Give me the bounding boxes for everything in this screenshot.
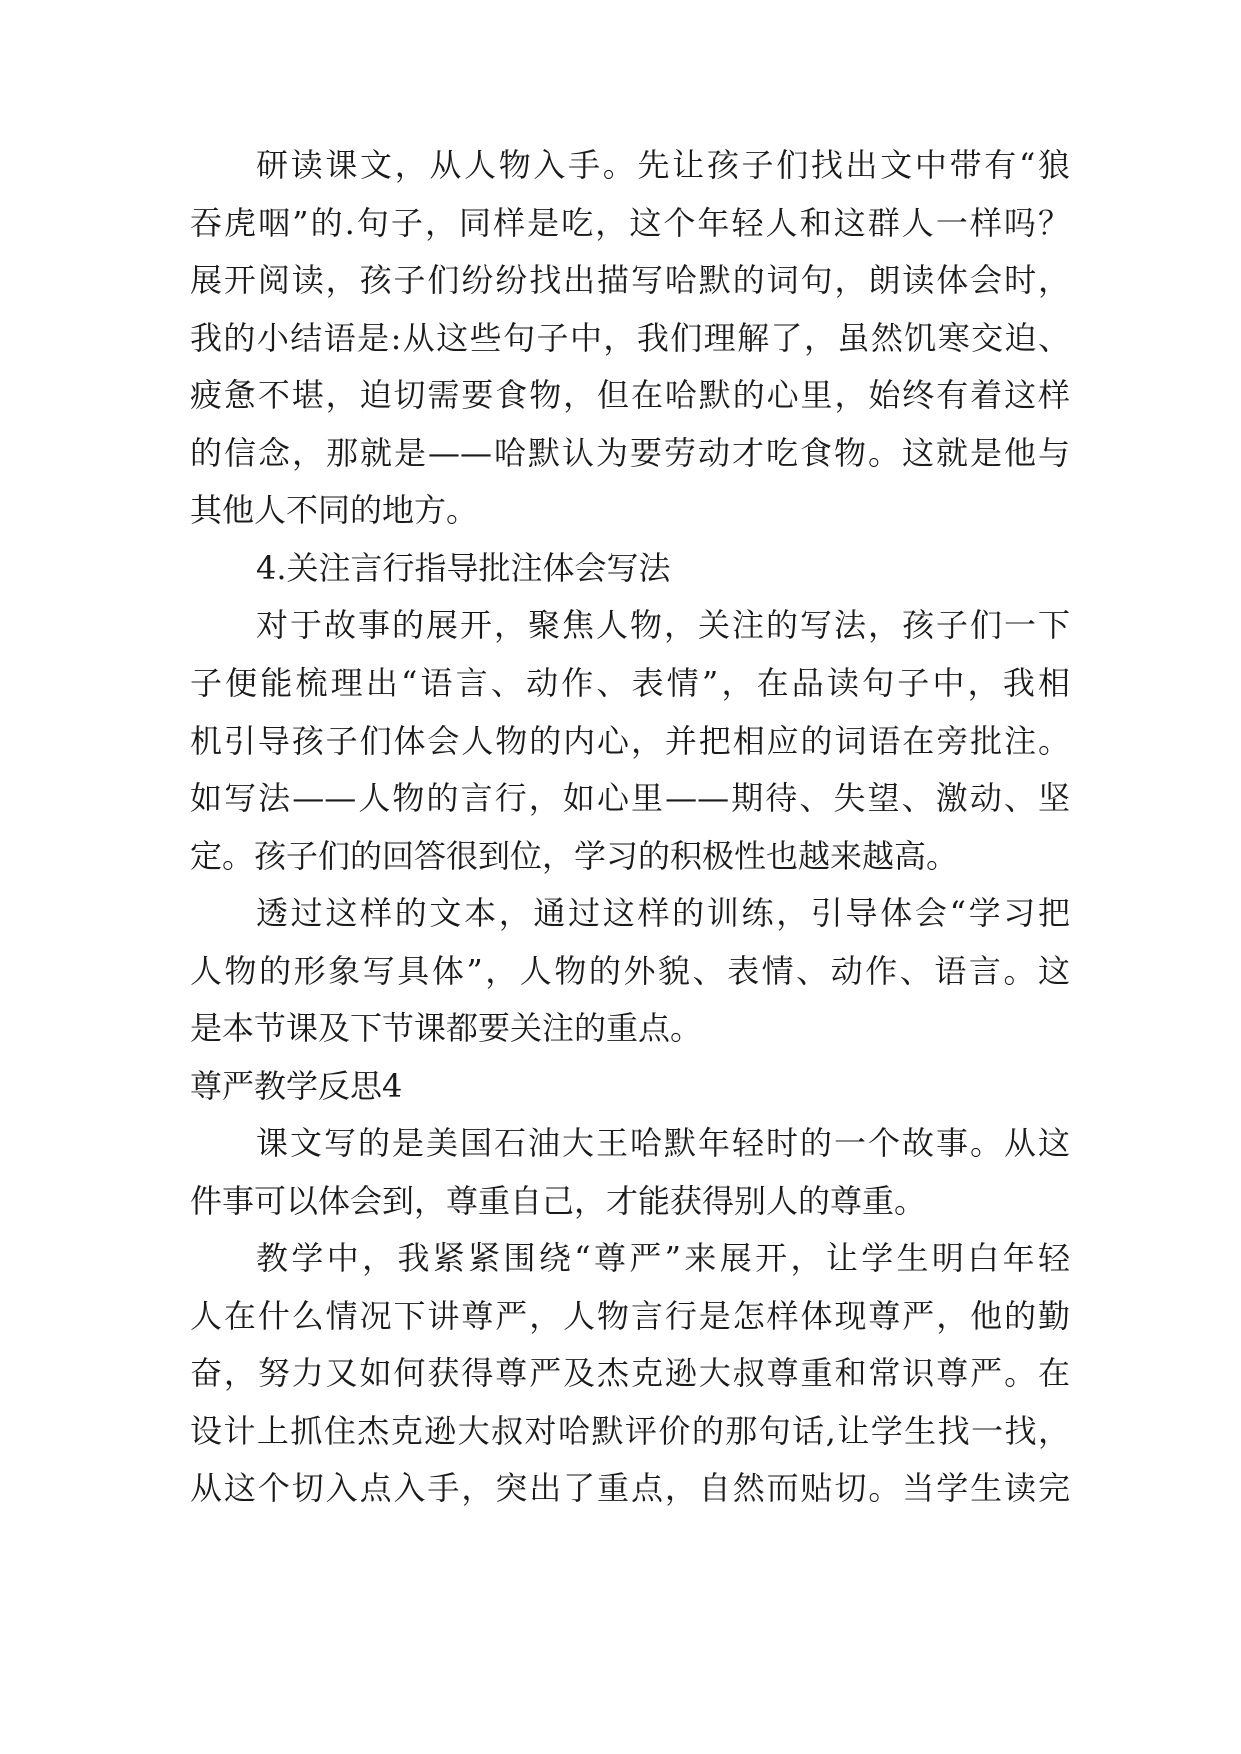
paragraph-line: 是本节课及下节课都要关注的重点。 xyxy=(190,1009,703,1047)
paragraph-line: 透过这样的文本，通过这样的训练，引导体会“学习把 xyxy=(256,894,1070,932)
paragraph-line: 展开阅读，孩子们纷纷找出描写哈默的词句，朗读体会时， xyxy=(190,261,1070,299)
paragraph-line: 定。孩子们的回答很到位，学习的积极性也越来越高。 xyxy=(190,837,959,875)
paragraph-line: 疲惫不堪，迫切需要食物，但在哈默的心里，始终有着这样 xyxy=(190,376,1070,414)
section-title: 尊严教学反思4 xyxy=(190,1067,403,1105)
paragraph-line: 的信念，那就是——哈默认为要劳动才吃食物。这就是他与 xyxy=(190,434,1070,472)
paragraph-line: 对于故事的展开，聚焦人物，关注的写法，孩子们一下 xyxy=(256,606,1070,644)
section-heading: 4.关注言行指导批注体会写法 xyxy=(256,549,671,587)
paragraph-line: 子便能梳理出“语言、动作、表情”，在品读句子中，我相 xyxy=(190,664,1070,702)
paragraph-line: 人在什么情况下讲尊严，人物言行是怎样体现尊严，他的勤 xyxy=(190,1297,1070,1335)
paragraph-line: 我的小结语是:从这些句子中，我们理解了，虽然饥寒交迫、 xyxy=(190,319,1070,357)
paragraph-line: 教学中，我紧紧围绕“尊严”来展开，让学生明白年轻 xyxy=(256,1239,1070,1277)
paragraph-line: 奋，努力又如何获得尊严及杰克逊大叔尊重和常识尊严。在 xyxy=(190,1354,1070,1392)
paragraph-line: 吞虎咽”的.句子，同样是吃，这个年轻人和这群人一样吗？ xyxy=(190,204,1070,242)
paragraph-line: 如写法——人物的言行，如心里——期待、失望、激动、坚 xyxy=(190,779,1070,817)
paragraph-line: 机引导孩子们体会人物的内心，并把相应的词语在旁批注。 xyxy=(190,722,1070,760)
paragraph-line: 设计上抓住杰克逊大叔对哈默评价的那句话,让学生找一找， xyxy=(190,1412,1070,1450)
paragraph-line: 人物的形象写具体”，人物的外貌、表情、动作、语言。这 xyxy=(190,952,1070,990)
paragraph-line: 其他人不同的地方。 xyxy=(190,491,479,529)
paragraph-line: 研读课文，从人物入手。先让孩子们找出文中带有“狼 xyxy=(256,146,1070,184)
paragraph-line: 件事可以体会到，尊重自己，才能获得别人的尊重。 xyxy=(190,1182,927,1220)
paragraph-line: 课文写的是美国石油大王哈默年轻时的一个故事。从这 xyxy=(256,1124,1070,1162)
paragraph-line: 从这个切入点入手，突出了重点，自然而贴切。当学生读完 xyxy=(190,1469,1070,1507)
